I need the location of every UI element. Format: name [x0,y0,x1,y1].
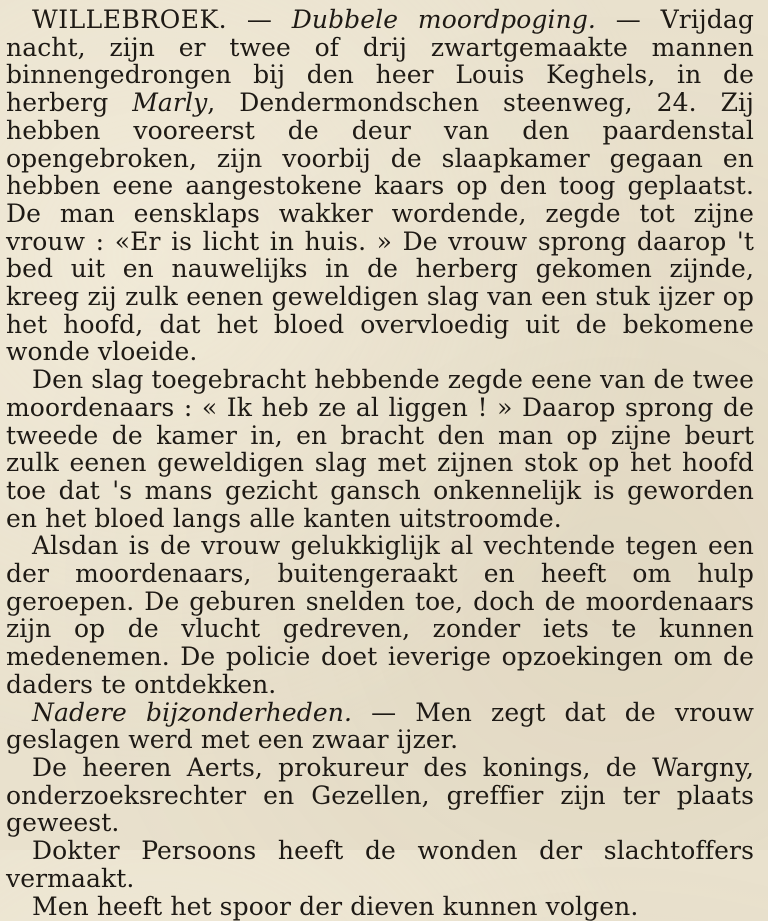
article-paragraph-7: Men heeft het spoor der dieven kunnen volgen. [32,891,639,921]
inn-name: Marly [132,88,208,118]
place-name: WILLEBROEK. [32,5,228,34]
article-paragraph-6: Dokter Persoons heeft de wonden der slachtoffers vermaakt. [6,836,754,893]
paragraph-text: , Dendermondschen steenweg, 24. Zij hebben vooreerst de deur van den paardenstal opengebroken, zijn voorbij de slaapkamer gegaan en hebben eene aangestokene kaars op den toog geplaatst. De man eensklaps wakker wordende, zegde tot zijne vrouw : «Er is licht in huis. » De vrouw sprong daarop 't bed uit en nauwelijks in de herberg gekomen zijnde, kreeg zij zulk eenen geweldigen slag van een stuk ijzer op het hoofd, dat het bloed overvloedig uit de bekomene wonde vloeide. [6,88,754,367]
paragraph-text: Men zegt dat de vrouw geslagen werd met een zwaar ijzer. [6,697,754,755]
paragraph-text: Vrijdag nacht, zijn er twee of drij zwartgemaakte mannen binnengedrongen bij den heer Louis Keghels, in de herberg [6,5,754,118]
article-paragraph-2: Den slag toegebracht hebbende zegde eene van de twee moordenaars : « Ik heb ze al liggen ! » Daarop sprong de tweede de kamer in, en bracht den man op zijne beurt zulk eenen geweldigen slag met zijnen stok op het hoofd toe dat 's mans gezicht gansch onkennelijk is geworden en het bloed langs alle kanten uitstroomde. [6,365,754,533]
news-article [6,6,754,920]
dash-separator: — [352,697,416,727]
section-lead: Nadere bijzonderheden. [32,697,353,727]
article-paragraph-3: Alsdan is de vrouw gelukkiglijk al vechtende tegen een der moordenaars, buitengeraakt en heeft om hulp geroepen. De geburen snelden toe, doch de moordenaars zijn op de vlucht gedreven, zonder iets te kunnen medenemen. De policie doet ieverige opzoekingen om de daders te ontdekken. [6,531,754,699]
article-paragraph-5: De heeren Aerts, prokureur des konings, de Wargny, onderzoeksrechter en Gezellen, greffier zijn ter plaats geweest. [6,752,754,838]
dash-separator: — [227,5,292,34]
article-paragraph-4 [6,699,754,754]
dash-separator: — [595,5,661,34]
article-paragraph-1 [6,6,754,366]
article-headline: Dubbele moordpoging. [291,5,596,34]
